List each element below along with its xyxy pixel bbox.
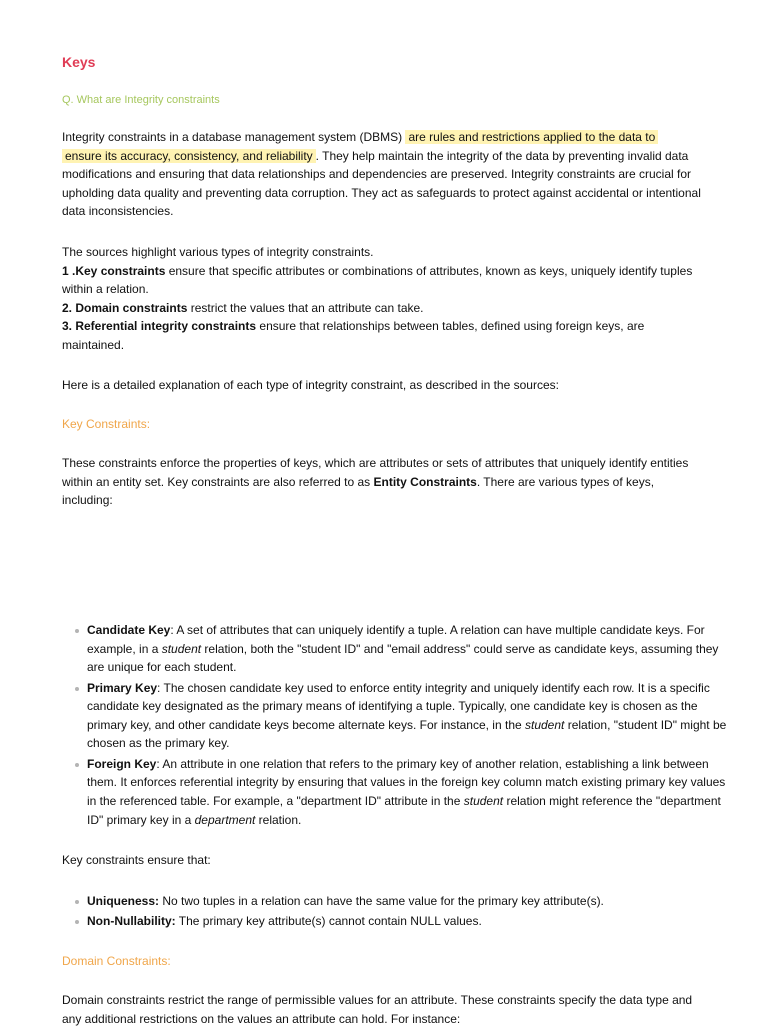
detail-intro: Here is a detailed explanation of each type of integrity constraint, as described in the sources: [62, 378, 559, 392]
intro-text-start: Integrity constraints in a database management system (DBMS) [62, 130, 406, 144]
foreign-key-text: : An attribute in one relation that refers to the primary key of another relation, establishing a link between them. It enforces referential integrity by ensuring that values in the foreign key column match existing primary key values in the referenced table. For example, a "department ID" attribute in the [87, 756, 726, 808]
key-types-list [62, 621, 733, 831]
list-item-foreign-key [87, 755, 733, 829]
type-1-term: 1 .Key constraints [62, 263, 166, 278]
list-item-primary-key [87, 679, 733, 753]
intro-highlight-1: are rules and restrictions applied to the data to [405, 130, 658, 144]
type-2-term: 2. Domain constraints [62, 300, 188, 315]
intro-text-end: . They help maintain the integrity of the data by preventing invalid data modifications and ensuring that data relationships and dependencies are preserved. Integrity constraints are crucial for upholding data quality and preventing data corruption. They act as safeguards to protect against accidental or intentional data inconsistencies. [62, 148, 701, 219]
ensure-lead: Key constraints ensure that: [62, 853, 211, 867]
non-nullability-text: The primary key attribute(s) cannot contain NULL values. [175, 914, 482, 929]
primary-key-text: : The chosen candidate key used to enforce entity integrity and uniquely identify each row. It is a specific candidate key designated as the primary means of identifying a tuple. Typically, one candidate key is chosen as the primary key, and other candidate keys become alternate keys. For instance, in the [87, 680, 710, 732]
candidate-key-term: Candidate Key [87, 623, 171, 637]
uniqueness-term: Uniqueness: [87, 894, 160, 908]
list-item-non-nullability [87, 912, 733, 931]
primary-key-term: Primary Key [87, 680, 158, 695]
uniqueness-text: No two tuples in a relation can have the same value for the primary key attribute(s). [159, 894, 604, 908]
type-1-text: ensure that specific attributes or combinations of attributes, known as keys, uniquely identify tuples within a relation. [62, 263, 693, 297]
question-heading: Q. What are Integrity constraints [62, 94, 220, 106]
candidate-key-text: : A set of attributes that can uniquely identify a tuple. A relation can have multiple candidate keys. For example, in a [87, 623, 705, 656]
key-constraints-text-end: . There are various types of keys, including: [62, 474, 655, 508]
list-item-candidate-key [87, 621, 733, 677]
foreign-key-term: Foreign Key [87, 756, 157, 771]
key-properties-list [62, 892, 733, 933]
entity-constraints-term: Entity Constraints [373, 474, 477, 489]
key-constraints-text-start: These constraints enforce the properties of keys, which are attributes or sets of attributes that uniquely identify entities within an entity set. Key constraints are also referred to as [62, 456, 689, 489]
key-constraints-heading: Key Constraints: [62, 417, 151, 431]
type-3-term: 3. Referential integrity constraints [62, 319, 257, 334]
foreign-key-text-mid: relation might reference the "department ID" primary key in a [87, 793, 721, 827]
primary-key-text-end: relation, "student ID" might be chosen as the primary key. [87, 717, 727, 751]
type-3-text: ensure that relationships between tables, defined using foreign keys, are maintained. [62, 319, 645, 352]
types-paragraph [62, 243, 708, 355]
candidate-key-text-end: relation, both the "student ID" and "email address" could serve as candidate keys, assuming they are unique for each student. [87, 641, 719, 675]
domain-constraints-heading: Domain Constraints: [62, 954, 171, 968]
non-nullability-term: Non-Nullability: [87, 914, 176, 929]
types-lead: The sources highlight various types of integrity constraints. [62, 245, 374, 259]
foreign-key-emphasis-2: department [194, 812, 256, 827]
candidate-key-emphasis: student [161, 641, 202, 656]
intro-paragraph [62, 128, 708, 221]
intro-highlight-2: ensure its accuracy, consistency, and reliability [62, 149, 316, 163]
primary-key-emphasis: student [525, 717, 565, 732]
page-title: Keys [62, 54, 96, 70]
foreign-key-text-end: relation. [255, 812, 302, 827]
domain-constraints-paragraph: Domain constraints restrict the range of permissible values for an attribute. These constraints specify the data type and any additional restrictions on the values an attribute can hold. For instance: [62, 993, 693, 1026]
key-constraints-paragraph [62, 454, 708, 510]
list-item-uniqueness [87, 892, 733, 911]
type-2-text: restrict the values that an attribute can take. [187, 300, 424, 315]
foreign-key-emphasis-1: student [463, 793, 504, 808]
